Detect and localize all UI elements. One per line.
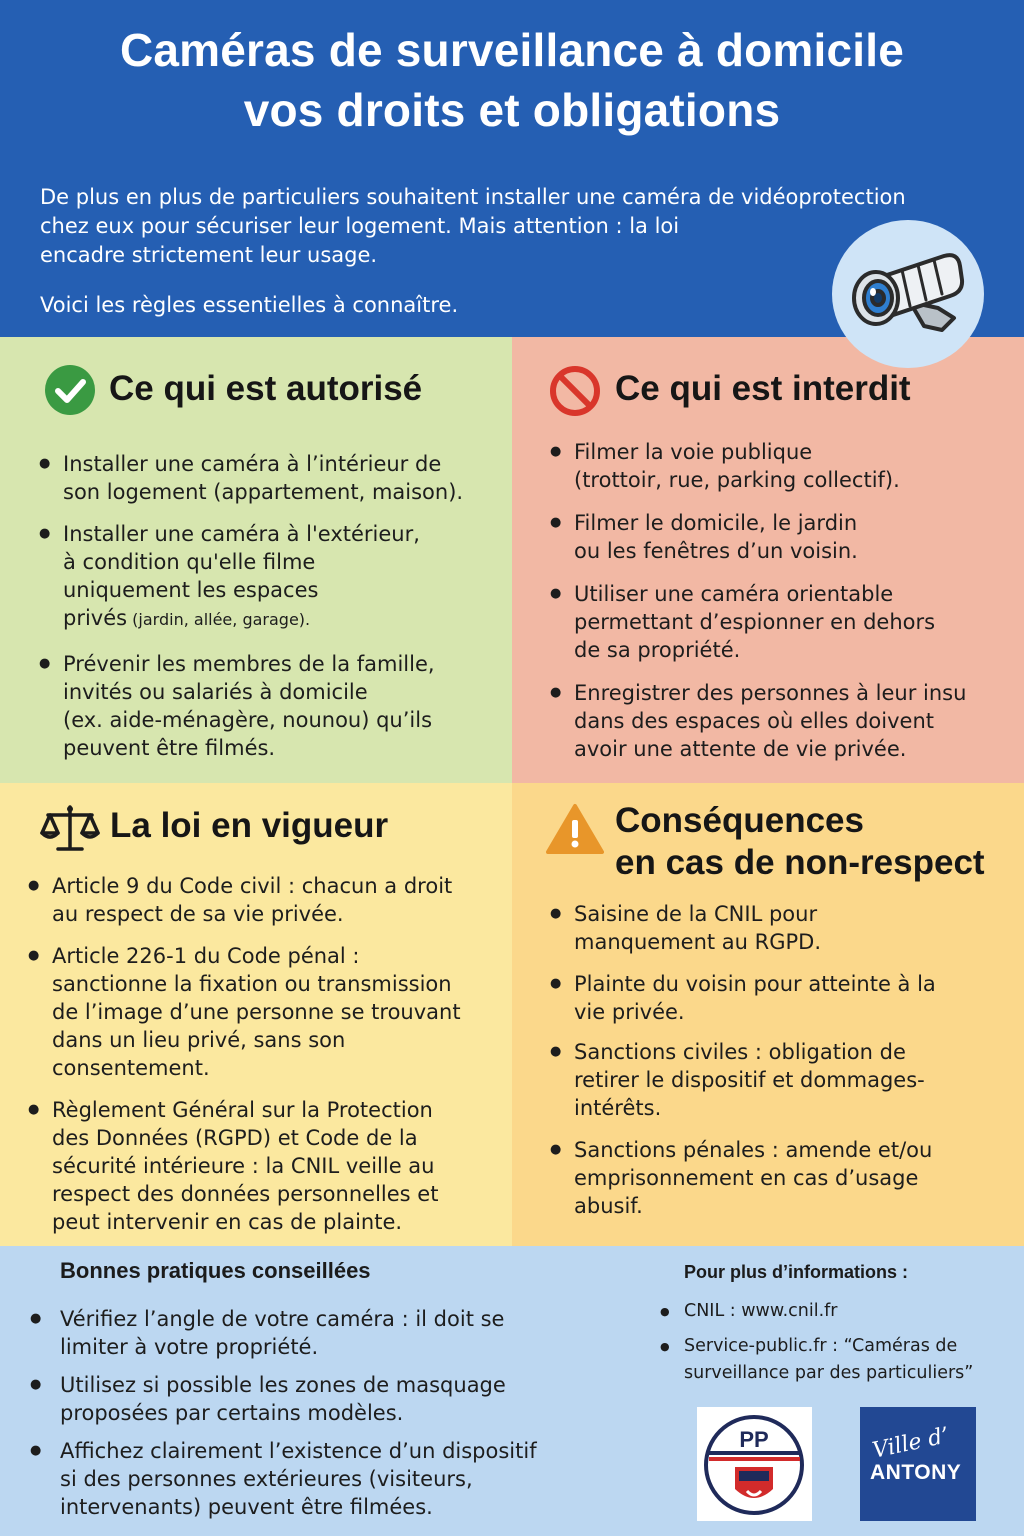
bonnes-pratiques-title: Bonnes pratiques conseillées <box>60 1258 371 1283</box>
consequences-list <box>550 900 1024 1220</box>
list-item: ● Sanctions civiles : obligation de retirer le dispositif et dommages- intérêts. <box>550 1038 1024 1122</box>
section-title: La loi en vigueur <box>110 806 389 845</box>
intro-line-2: chez eux pour sécuriser leur logement. Mais attention : la loi <box>40 214 680 238</box>
section-interdit <box>512 337 1024 783</box>
warning-icon <box>546 803 604 859</box>
list-item: ● Vérifiez l’angle de votre caméra : il doit se limiter à votre propriété. <box>30 1305 630 1361</box>
check-circle-icon <box>44 364 96 420</box>
list-item: ● Saisine de la CNIL pour manquement au RGPD. <box>550 900 1024 956</box>
list-item: ● Filmer la voie publique (trottoir, rue, parking collectif). <box>550 438 1024 494</box>
section-title <box>615 800 985 884</box>
camera-badge <box>832 220 984 368</box>
intro-line-1: De plus en plus de particuliers souhaitent installer une caméra de vidéoprotection <box>40 185 906 209</box>
title-line-1: Conséquences <box>615 801 864 840</box>
list-item: ● Règlement Général sur la Protection des Données (RGPD) et Code de la sécurité intérieure : la CNIL veille au respect des données personnelles et peut intervenir en cas de plainte. <box>28 1096 512 1236</box>
title-line-2: vos droits et obligations <box>243 84 781 136</box>
list-item: ● Prévenir les membres de la famille, invités ou salariés à domicile (ex. aide-ménagère, nounou) qu’ils peuvent être filmés. <box>39 650 509 762</box>
intro-rules-line: Voici les règles essentielles à connaître. <box>40 293 459 317</box>
antony-name-text: ANTONY <box>870 1461 962 1484</box>
section-loi <box>0 783 512 1246</box>
balance-scale-icon <box>40 803 100 859</box>
list-item: ● Enregistrer des personnes à leur insu dans des espaces où elles doivent avoir une attente de vie privée. <box>550 679 1024 763</box>
list-item: ● Plainte du voisin pour atteinte à la vie privée. <box>550 970 1024 1026</box>
title-line-1: Caméras de surveillance à domicile <box>119 24 905 76</box>
antony-ville-text: Ville d’ <box>870 1423 952 1464</box>
list-item: ● Utiliser une caméra orientable permettant d’espionner en dehors de sa propriété. <box>550 580 1024 664</box>
bonnes-pratiques-list <box>30 1305 630 1521</box>
list-item: ● Installer une caméra à l’intérieur de son logement (appartement, maison). <box>39 450 509 506</box>
cnil-link[interactable]: ● CNIL : www.cnil.fr <box>660 1298 1020 1325</box>
loi-list <box>28 872 512 1236</box>
list-item: ● Article 226-1 du Code pénal : sanctionne la fixation ou transmission de l’image d’une personne se trouvant dans un lieu privé, sans son consentement. <box>28 942 512 1082</box>
infos-title: Pour plus d’informations : <box>684 1262 908 1282</box>
ville-antony-logo <box>860 1407 976 1521</box>
svg-text:PP: PP <box>739 1427 769 1452</box>
intro-line-3: encadre strictement leur usage. <box>40 243 378 267</box>
section-consequences <box>512 783 1024 1246</box>
list-item: ● Sanctions pénales : amende et/ou emprisonnement en cas d’usage abusif. <box>550 1136 1024 1220</box>
title-line-2: en cas de non-respect <box>615 843 985 882</box>
section-title: Ce qui est interdit <box>615 369 911 408</box>
section-title: Ce qui est autorisé <box>109 369 423 408</box>
page-title <box>0 20 1024 140</box>
list-item: ● Utilisez si possible les zones de masquage proposées par certains modèles. <box>30 1371 630 1427</box>
section-autorise <box>0 337 512 783</box>
service-public-link[interactable]: ● Service-public.fr : “Caméras de surveillance par des particuliers” <box>660 1333 1020 1387</box>
list-item: ● Article 9 du Code civil : chacun a droit au respect de sa vie privée. <box>28 872 512 928</box>
forbidden-icon <box>548 364 602 422</box>
list-item: ● Installer une caméra à l'extérieur, à condition qu'elle filme uniquement les espaces privés (jardin, allée, garage). <box>39 520 509 634</box>
interdit-list <box>550 438 1024 763</box>
infos-list <box>660 1298 1020 1387</box>
autorise-list <box>39 450 509 762</box>
prefecture-police-logo <box>697 1407 812 1521</box>
list-item: ● Affichez clairement l’existence d’un dispositif si des personnes extérieures (visiteurs, intervenants) peuvent être filmées. <box>30 1437 630 1521</box>
security-camera-icon <box>832 220 984 368</box>
list-item: ● Filmer le domicile, le jardin ou les fenêtres d’un voisin. <box>550 509 1024 565</box>
